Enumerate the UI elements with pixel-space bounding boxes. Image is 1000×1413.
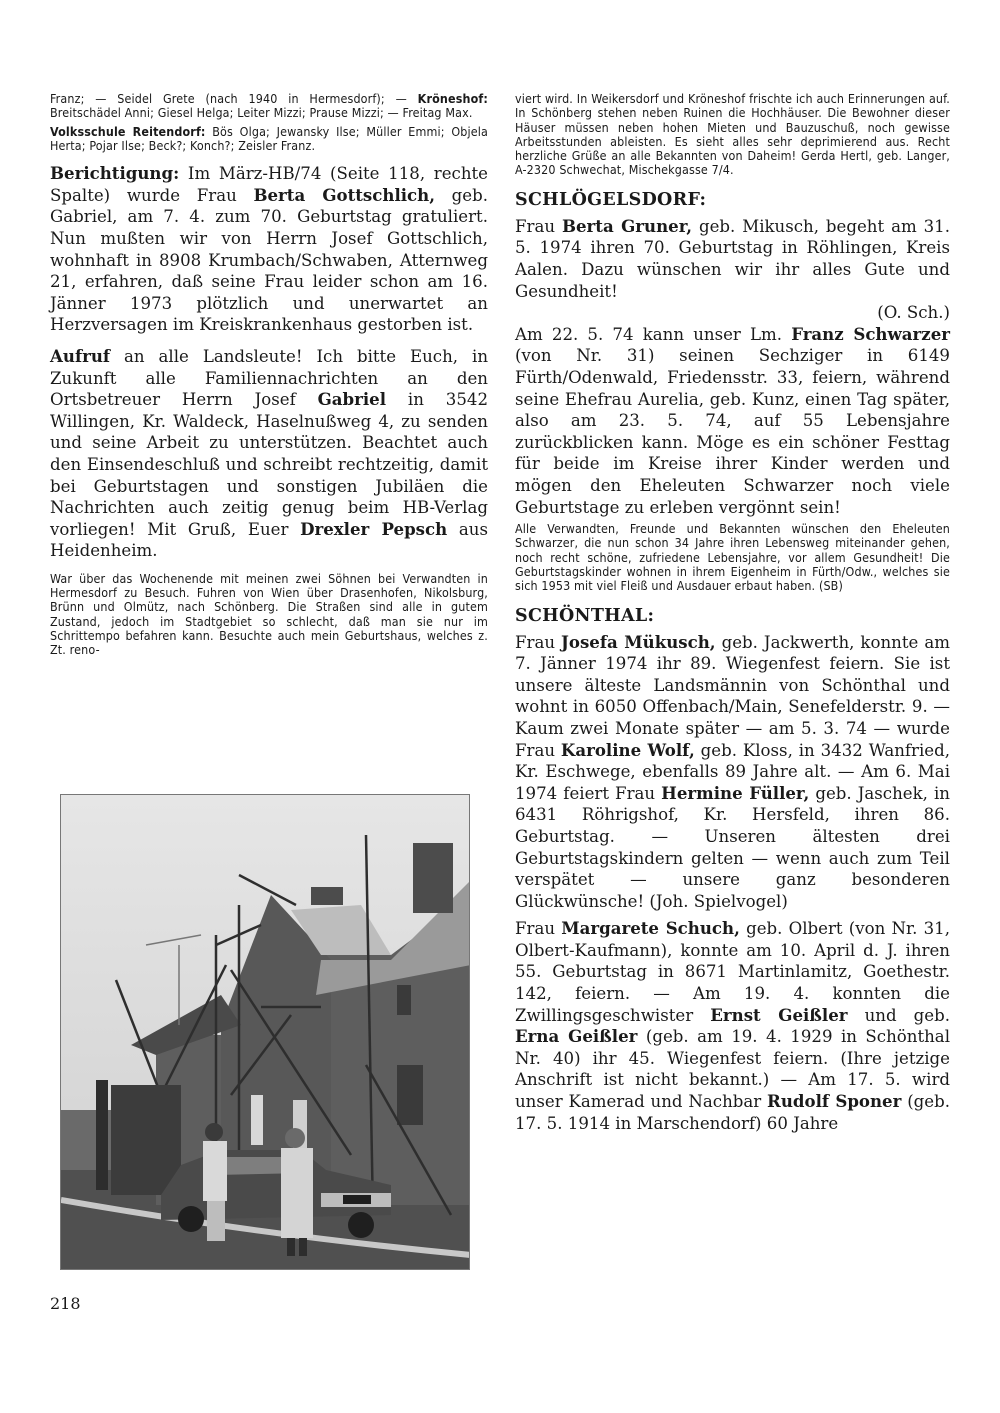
- volksschule-names: Bös Olga; Jewansky Ilse; Müller Emmi; Objela Herta; Pojar Ilse; Beck?; Konch?; Zeisler Franz.: [50, 123, 488, 153]
- text: Frau: [515, 919, 556, 939]
- visit-report-continuation: viert wird. In Weikersdorf und Kröneshof frischte ich auch Erinnerungen auf. In Schönberg stehen neben Ruinen die Hochhäuser. Die Bewohner dieser Häuser müssen neben hohen Mieten und Bauzuschuß, noch gewisse Arbeitsstunden ableisten. Es sieht alles sehr deprimierend aus. Recht herzliche Grüße an alle Bekannten von Daheim! Gerda Hertl, geb. Langer, A-2320 Schwechat, Mischekgasse 7/4.: [515, 91, 950, 178]
- text: geb. Jackwerth, konnte am 7. Jänner 1974 ihr 89. Wiegenfest feiern. Sie ist unsere älteste Landsmännin von Schönthal und wohnt in 6050 Offenbach/Main, Senefelderstr. 9. — Kaum zwei Monate später — am 5. 3. 74 — wurde Frau: [515, 632, 950, 760]
- text: (geb. 17. 5. 1914 in Marschendorf) 60 Jahre: [515, 1092, 951, 1133]
- section-heading-schoenthal: SCHÖNTHAL:: [515, 605, 655, 626]
- person-name: Josefa Mükusch,: [561, 631, 716, 652]
- text: in 3542 Willingen, Kr. Waldeck, Haselnußweg 4, zu senden und seine Arbeit zu unterstützen. Beachtet auch den Einsendeschluß und schreibt rechtzeitig, damit bei Geburtstagen und sonstigen Jubiläen die Nachrichten auch zeitig genug beim HB-Verlag vorliegen! Mit Gruß, Euer: [50, 390, 488, 539]
- person-name: Berta Gottschlich,: [253, 184, 435, 205]
- kroeneshof-names: Breitschädel Anni; Giesel Helga; Leiter Mizzi; Prause Mizzi; — Freitag Max.: [50, 105, 473, 121]
- text: aus Heidenheim.: [50, 519, 488, 561]
- section-heading-schloegelsdorf: SCHLÖGELSDORF:: [515, 189, 707, 210]
- author-signature: (O. Sch.): [877, 303, 950, 323]
- text: (von Nr. 31) seinen Sechziger in 6149 Fürth/Odenwald, Friedensstr. 33, feiern, während seine Ehefrau Aurelia, geb. Kunz, einen Tag später, also am 23. 5. 74, auf 55 Lebensjahre zurückblicken kann. Möge es ein schöner Festtag für beide im Kreise ihrer Kinder werden und mögen den Eheleuten Schwarzer noch viele Geburtstage zu erleben vergönnt sein!: [515, 346, 950, 517]
- text: geb. Gabriel, am 7. 4. zum 70. Geburtstag gratuliert. Nun mußten wir von Herrn Josef Gottschlich, wohnhaft in 8908 Krumbach/Schwaben, Atternweg 21, erfahren, daß seine Frau leider schon am 16. Jänner 1973 plötzlich und unerwartet an Herzversagen im Kreiskrankenhaus gestorben ist.: [50, 185, 489, 335]
- text: geb. Mikusch, begeht am 31. 5. 1974 ihren 70. Geburtstag in Röhlingen, Kreis Aalen. Dazu wünschen wir ihr alles Gute und Gesundheit!: [515, 216, 951, 301]
- text: geb. Kloss, in 3432 Wanfried, Kr. Eschwege, ebenfalls 89 Jahre alt. — Am 6. Mai 1974 feiert Frau: [515, 740, 951, 803]
- person-name: Erna Geißler: [515, 1026, 638, 1047]
- visit-report-paragraph: War über das Wochenende mit meinen zwei Söhnen bei Verwandten in Hermesdorf zu Besuch. Fuhren von Wien über Drasenhofen, Nikolsburg, Brünn und Olmütz, nach Schönberg. Die Straßen sind alle in gutem Zustand, jedoch im Stadtgebiet so schlecht, daß man sie nur im Schrittempo befahren kann. Besuchte auch mein Geburtshaus, welches z. Zt. reno-: [50, 570, 488, 658]
- person-name: Berta Gruner,: [561, 215, 693, 236]
- schoenthal-paragraph-2: [515, 918, 950, 1134]
- person-name: Karoline Wolf,: [560, 739, 695, 760]
- aufruf-paragraph: [50, 346, 488, 562]
- berichtigung-label: Berichtigung:: [50, 163, 180, 184]
- person-name: Hermine Füller,: [661, 782, 810, 803]
- volksschule-label: Volksschule Reitendorf:: [50, 123, 206, 139]
- person-name: Gabriel: [317, 389, 387, 410]
- right-column: [515, 92, 950, 1134]
- text: Frau: [515, 216, 556, 236]
- page-number: 218: [50, 1294, 81, 1313]
- person-name: Franz Schwarzer: [791, 323, 950, 344]
- text: an alle Landsleute! Ich bitte Euch, in Zukunft alle Familiennachrichten an den Ortsbetreuer Herrn Josef: [50, 346, 489, 410]
- person-name: Rudolf Sponer: [767, 1091, 902, 1112]
- person-name: Drexler Pepsch: [300, 518, 448, 539]
- school-list-kroeneshof: [50, 92, 488, 121]
- berichtigung-paragraph: [50, 163, 488, 336]
- text: Frau: [515, 632, 556, 652]
- house-photo: [60, 794, 470, 1270]
- text: und geb.: [864, 1005, 950, 1025]
- text: Im März-HB/74 (Seite 118, rechte Spalte) wurde Frau: [50, 164, 488, 205]
- schloegelsdorf-paragraph-2: [515, 324, 950, 518]
- text: Am 22. 5. 74 kann unser Lm.: [515, 324, 783, 344]
- school-list-reitendorf: [50, 125, 488, 154]
- text: geb. Olbert (von Nr. 31, Olbert-Kaufmann), konnte am 10. April d. J. ihren 55. Geburtstag in 8671 Martinlamitz, Goethestr. 142, feiern. — Am 19. 4. konnten die Zwillingsgeschwister: [515, 919, 951, 1025]
- schloegelsdorf-paragraph-3: Alle Verwandten, Freunde und Bekannten wünschen den Eheleuten Schwarzer, die nun schon 34 Jahre ihren Lebensweg miteinander gehen, noch recht schöne, zufriedene Lebensjahre, vor allem Gesundheit! Die Geburtstagskinder wohnen in ihrem Eigenheim in Fürth/Odw., welches sie sich 1953 mit viel Fleiß und Ausdauer erbaut haben. (SB): [515, 521, 950, 594]
- left-column: [50, 92, 488, 658]
- kroeneshof-label: Kröneshof:: [417, 91, 488, 106]
- aufruf-label: Aufruf: [50, 345, 111, 366]
- person-name: Ernst Geißler: [710, 1004, 848, 1025]
- schloegelsdorf-paragraph-1: [515, 216, 950, 302]
- text: (geb. am 19. 4. 1929 in Schönthal Nr. 40) ihr 45. Wiegenfest feiern. (Ihre jetzige Anschrift ist nicht bekannt.) — Am 17. 5. wird unser Kamerad und Nachbar: [515, 1027, 950, 1112]
- person-name: Margarete Schuch,: [561, 918, 740, 939]
- house-photo-illustration: [61, 795, 470, 1270]
- text: geb. Jaschek, in 6431 Röhrigshof, Kr. Hersfeld, ihren 86. Geburtstag. — Unseren ältesten drei Geburtstagskindern gelten — wenn auch zum Teil verspätet — unsere ganz besonderen Glückwünsche! (Joh. Spielvogel): [515, 783, 950, 911]
- schoenthal-paragraph-1: [515, 632, 950, 913]
- list-line: Franz; — Seidel Grete (nach 1940 in Hermesdorf); —: [50, 91, 407, 106]
